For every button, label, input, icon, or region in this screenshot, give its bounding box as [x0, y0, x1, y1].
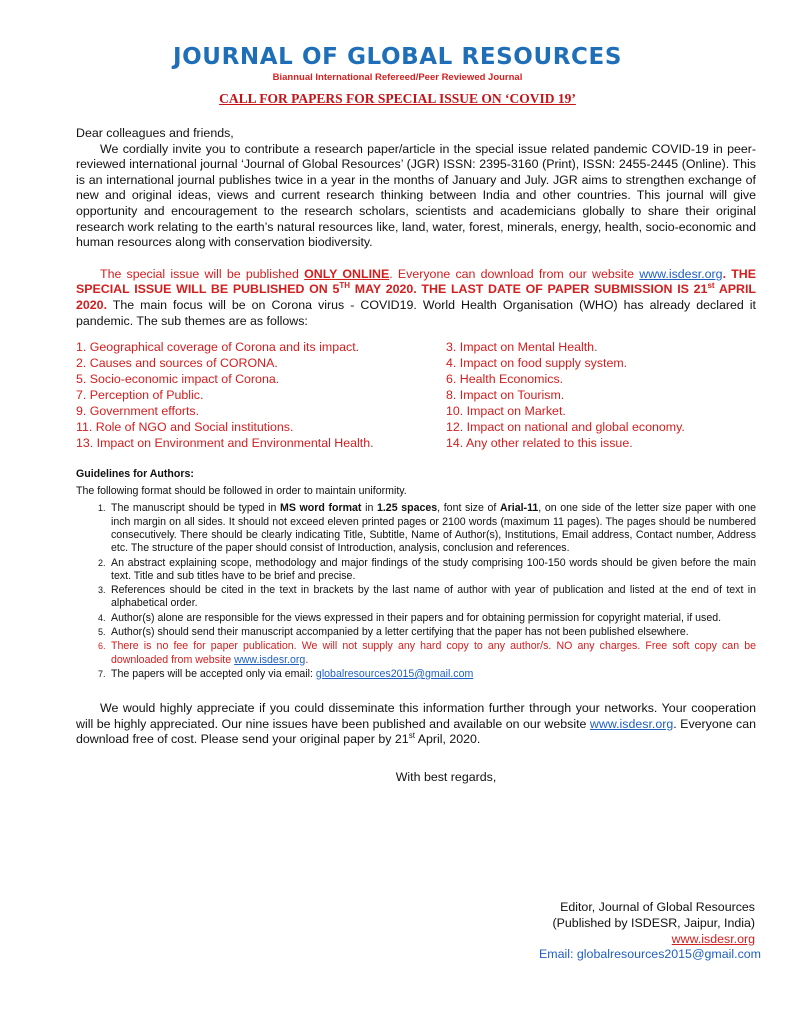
guidelines-list: [76, 502, 756, 681]
letter-body: [76, 126, 756, 786]
p2-text-e: APRIL 2020.: [76, 282, 757, 312]
theme-item: 12. Impact on national and global economy.: [446, 420, 685, 435]
sub-themes-list: [76, 339, 756, 451]
guideline-text: The papers will be accepted only via email:: [111, 667, 316, 680]
guideline-number: 6.: [98, 641, 106, 652]
theme-item: 7. Perception of Public.: [76, 388, 204, 403]
signature-block: [539, 900, 761, 963]
p2-sup-st: st: [707, 281, 715, 291]
call-for-papers-heading: CALL FOR PAPERS FOR SPECIAL ISSUE ON ‘COVID 19’: [219, 91, 576, 106]
regards: With best regards,: [395, 769, 497, 784]
signature-email[interactable]: Email: globalresources2015@gmail.com: [539, 947, 761, 962]
theme-item: 1. Geographical coverage of Corona and its impact.: [76, 340, 360, 355]
p2-sup-th: TH: [339, 281, 351, 291]
closing-text-b: . Everyone can download free of cost. Please send your original paper by 21: [76, 716, 757, 747]
guideline-text: Author(s) alone are responsible for the views expressed in their papers and for obtaining permission for copyright material, if used.: [111, 611, 722, 624]
guideline-number: 1.: [98, 503, 106, 514]
guideline-bold: 1.25 spaces: [376, 502, 438, 515]
masthead: [0, 0, 795, 107]
closing-text-c: April, 2020.: [414, 732, 481, 747]
publication-paragraph: [76, 267, 756, 329]
theme-item: 11. Role of NGO and Social institutions.: [76, 420, 294, 435]
editor-line: Editor, Journal of Global Resources: [560, 900, 755, 914]
publisher-line: (Published by ISDESR, Jaipur, India): [552, 915, 755, 930]
guideline-item: [76, 668, 756, 681]
closing-text-a: We would highly appreciate if you could disseminate this information further through your networks. Your cooperation will be highly appreciated. Our nine issues have been published and available on our website: [76, 701, 756, 731]
theme-item: 6. Health Economics.: [446, 372, 564, 387]
guideline-text: There is no fee for paper publication. We will not supply any hard copy to any author/s. NO any charges. Free soft copy can be downloaded from website: [111, 640, 756, 666]
theme-item: 3. Impact on Mental Health.: [446, 340, 598, 355]
journal-title: JOURNAL OF GLOBAL RESOURCES: [172, 44, 623, 70]
theme-item: 9. Government efforts.: [76, 404, 200, 419]
signature-website-link[interactable]: www.isdesr.org: [671, 931, 755, 946]
guideline-text: , on one side of the letter size paper with one inch margin on all sides. It should not exceed eleven printed pages or 2100 words (maximum 11 pages). The pages should be numbered consecutively. There should be clearly indicating Title, Subtitle, Name of Author(s), Institutions, Email address, Contact number, Address etc. The structure of the paper should consist of Introduction, analysis, conclusion and references.: [111, 502, 756, 555]
guideline-bold: Arial-11: [499, 502, 539, 515]
guideline-text: References should be cited in the text in brackets by the last name of author with year of publication and listed at the end of text in alphabetical order.: [111, 584, 756, 610]
theme-item: 14. Any other related to this issue.: [446, 436, 633, 451]
p2-text-f: The main focus will be on Corona virus - COVID19. World Health Organisation (WHO) has already declared it pandemic. The sub themes are as follows:: [76, 297, 756, 328]
guidelines-heading: Guidelines for Authors:: [76, 468, 194, 481]
guideline-number: 3.: [98, 585, 106, 596]
theme-item: 2. Causes and sources of CORONA.: [76, 356, 278, 371]
guideline-text: An abstract explaining scope, methodology and major findings of the study comprising 100-150 words should be given before the main text. Title and sub titles have to be brief and precise.: [111, 556, 756, 582]
email-link[interactable]: globalresources2015@gmail.com: [315, 667, 474, 680]
closing-sup: st: [408, 731, 415, 741]
guideline-item: [76, 557, 756, 584]
guideline-text: The manuscript should be typed in: [111, 502, 281, 515]
website-link[interactable]: www.isdesr.org: [639, 266, 723, 281]
p2-text-c: . THE SPECIAL ISSUE WILL BE PUBLISHED ON 5: [76, 266, 756, 297]
guideline-text: .: [305, 653, 309, 666]
intro-paragraph: We cordially invite you to contribute a research paper/article in the special issue related pandemic COVID-19 in peer-reviewed international journal ‘Journal of Global Resources’ (JGR) ISSN: 2395-3160 (Print), ISSN: 2455-2445 (Online). This is an international journal publishes twice in a year in the months of January and July. JGR aims to strengthen exchange of new and original ideas, views and current research thinking between India and other countries. This journal will give opportunity and encouragement to the research scholars, scientists and academicians globally to share their original research work relating to the earth’s natural resources like, land, water, forest, minerals, energy, health, socio-economic and human resources along with conservation biodiversity.: [76, 141, 756, 250]
guideline-item: [76, 612, 756, 625]
guideline-number: 2.: [98, 557, 106, 568]
only-online-text: ONLY ONLINE: [304, 266, 390, 281]
journal-subtitle: Biannual International Refereed/Peer Reviewed Journal: [272, 72, 523, 83]
guideline-text: Author(s) should send their manuscript accompanied by a letter certifying that the paper has not been published elsewhere.: [111, 625, 689, 638]
theme-item: 5. Socio-economic impact of Corona.: [76, 372, 280, 387]
greeting: Dear colleagues and friends,: [76, 126, 234, 140]
guideline-text: in: [361, 502, 377, 515]
p2-text-d: MAY 2020. THE LAST DATE OF PAPER SUBMISSION IS 21: [350, 282, 708, 297]
guideline-number: 5.: [98, 626, 106, 637]
guideline-text: , font size of: [437, 502, 500, 515]
website-link[interactable]: www.isdesr.org: [589, 716, 674, 731]
theme-item: 13. Impact on Environment and Environmental Health.: [76, 436, 374, 451]
guideline-number: 7.: [98, 668, 106, 679]
theme-item: 10. Impact on Market.: [446, 404, 566, 419]
guideline-number: 4.: [98, 612, 106, 623]
guidelines-intro: The following format should be followed in order to maintain uniformity.: [76, 484, 407, 497]
website-link[interactable]: www.isdesr.org: [234, 653, 306, 666]
guideline-item: [76, 502, 756, 555]
p2-text-b: . Everyone can download from our website: [389, 266, 640, 281]
theme-item: 4. Impact on food supply system.: [446, 356, 628, 371]
guideline-item: [76, 584, 756, 611]
closing-paragraph: [76, 701, 756, 748]
guideline-item: [76, 626, 756, 639]
guideline-item: [76, 640, 756, 667]
theme-item: 8. Impact on Tourism.: [446, 388, 565, 403]
guideline-bold: MS word format: [280, 502, 362, 515]
p2-text-a: The special issue will be published: [100, 266, 305, 281]
